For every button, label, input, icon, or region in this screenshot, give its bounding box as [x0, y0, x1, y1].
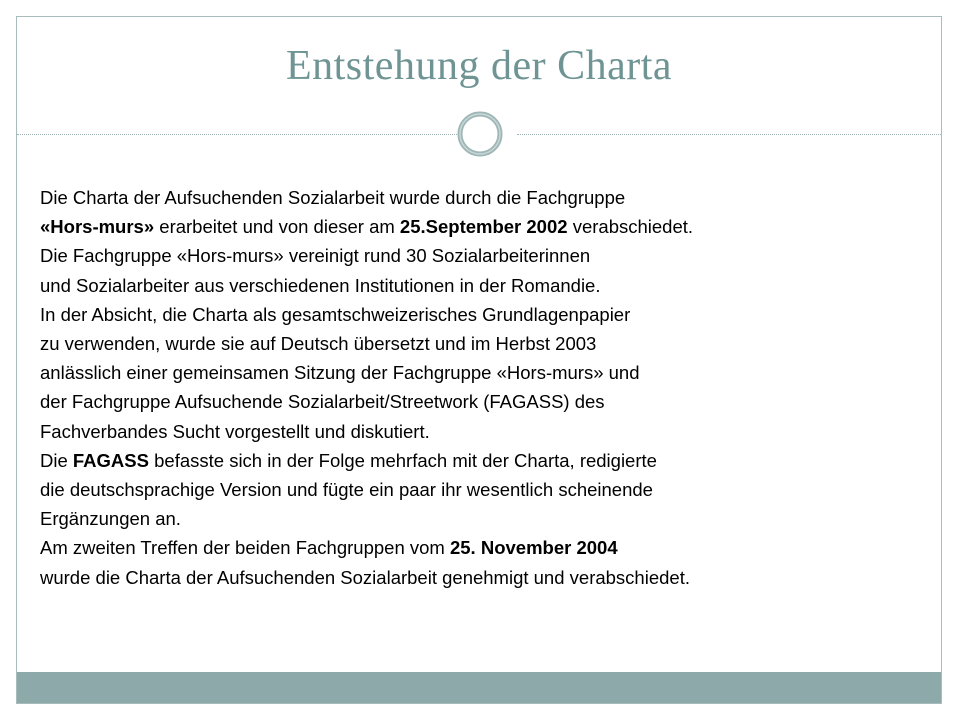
text-line — [40, 300, 920, 329]
text-run: Die — [40, 449, 73, 471]
text-line — [40, 504, 920, 533]
text-line — [40, 446, 920, 475]
text-run-bold: FAGASS — [72, 449, 149, 471]
title-divider-right — [517, 134, 941, 135]
circle-ring-icon — [456, 110, 504, 158]
text-run: erarbeitet und von dieser am — [154, 216, 400, 238]
text-run: In der Absicht, die Charta als gesamtschweizerisches Grundlagenpapier — [40, 303, 631, 325]
text-run: befasste sich in der Folge mehrfach mit der Charta, redigierte — [148, 449, 657, 471]
text-run: Die Charta der Aufsuchenden Sozialarbeit wurde durch die Fachgruppe — [40, 187, 626, 208]
text-line — [40, 212, 920, 241]
text-line — [40, 271, 920, 300]
text-run: verabschiedet. — [567, 216, 694, 238]
body-text — [40, 183, 920, 592]
text-run: und Sozialarbeiter aus verschiedenen Institutionen in der Romandie. — [40, 274, 601, 296]
text-run-bold: 25. November 2004 — [449, 537, 618, 559]
text-line — [40, 475, 920, 504]
text-run: der Fachgruppe Aufsuchende Sozialarbeit/Streetwork (FAGASS) des — [40, 391, 605, 413]
text-run: anlässlich einer gemeinsamen Sitzung der Fachgruppe «Hors-murs» und — [40, 362, 640, 384]
text-run: die deutschsprachige Version und fügte ein paar ihr wesentlich scheinende — [40, 479, 653, 501]
text-line — [40, 329, 920, 358]
text-run: Ergänzungen an. — [40, 508, 181, 530]
text-run: wurde die Charta der Aufsuchenden Sozialarbeit genehmigt und verabschiedet. — [40, 566, 690, 588]
text-line — [40, 358, 920, 387]
text-line — [40, 563, 920, 592]
text-run: Die Fachgruppe «Hors-murs» vereinigt rund 30 Sozialarbeiterinnen — [40, 245, 591, 267]
text-line — [40, 183, 920, 212]
text-run-bold: «Hors-murs» — [40, 216, 155, 238]
text-run: Am zweiten Treffen der beiden Fachgruppen vom — [40, 537, 450, 559]
text-run-bold: 25.September 2002 — [399, 216, 568, 238]
footer-bar — [17, 672, 941, 703]
text-line — [40, 387, 920, 416]
text-run: zu verwenden, wurde sie auf Deutsch übersetzt und im Herbst 2003 — [40, 333, 597, 355]
text-line — [40, 533, 920, 562]
text-run: Fachverbandes Sucht vorgestellt und diskutiert. — [40, 420, 430, 442]
text-line — [40, 241, 920, 270]
text-line — [40, 417, 920, 446]
slide-title: Entstehung der Charta — [285, 43, 673, 89]
title-divider-left — [17, 134, 457, 135]
